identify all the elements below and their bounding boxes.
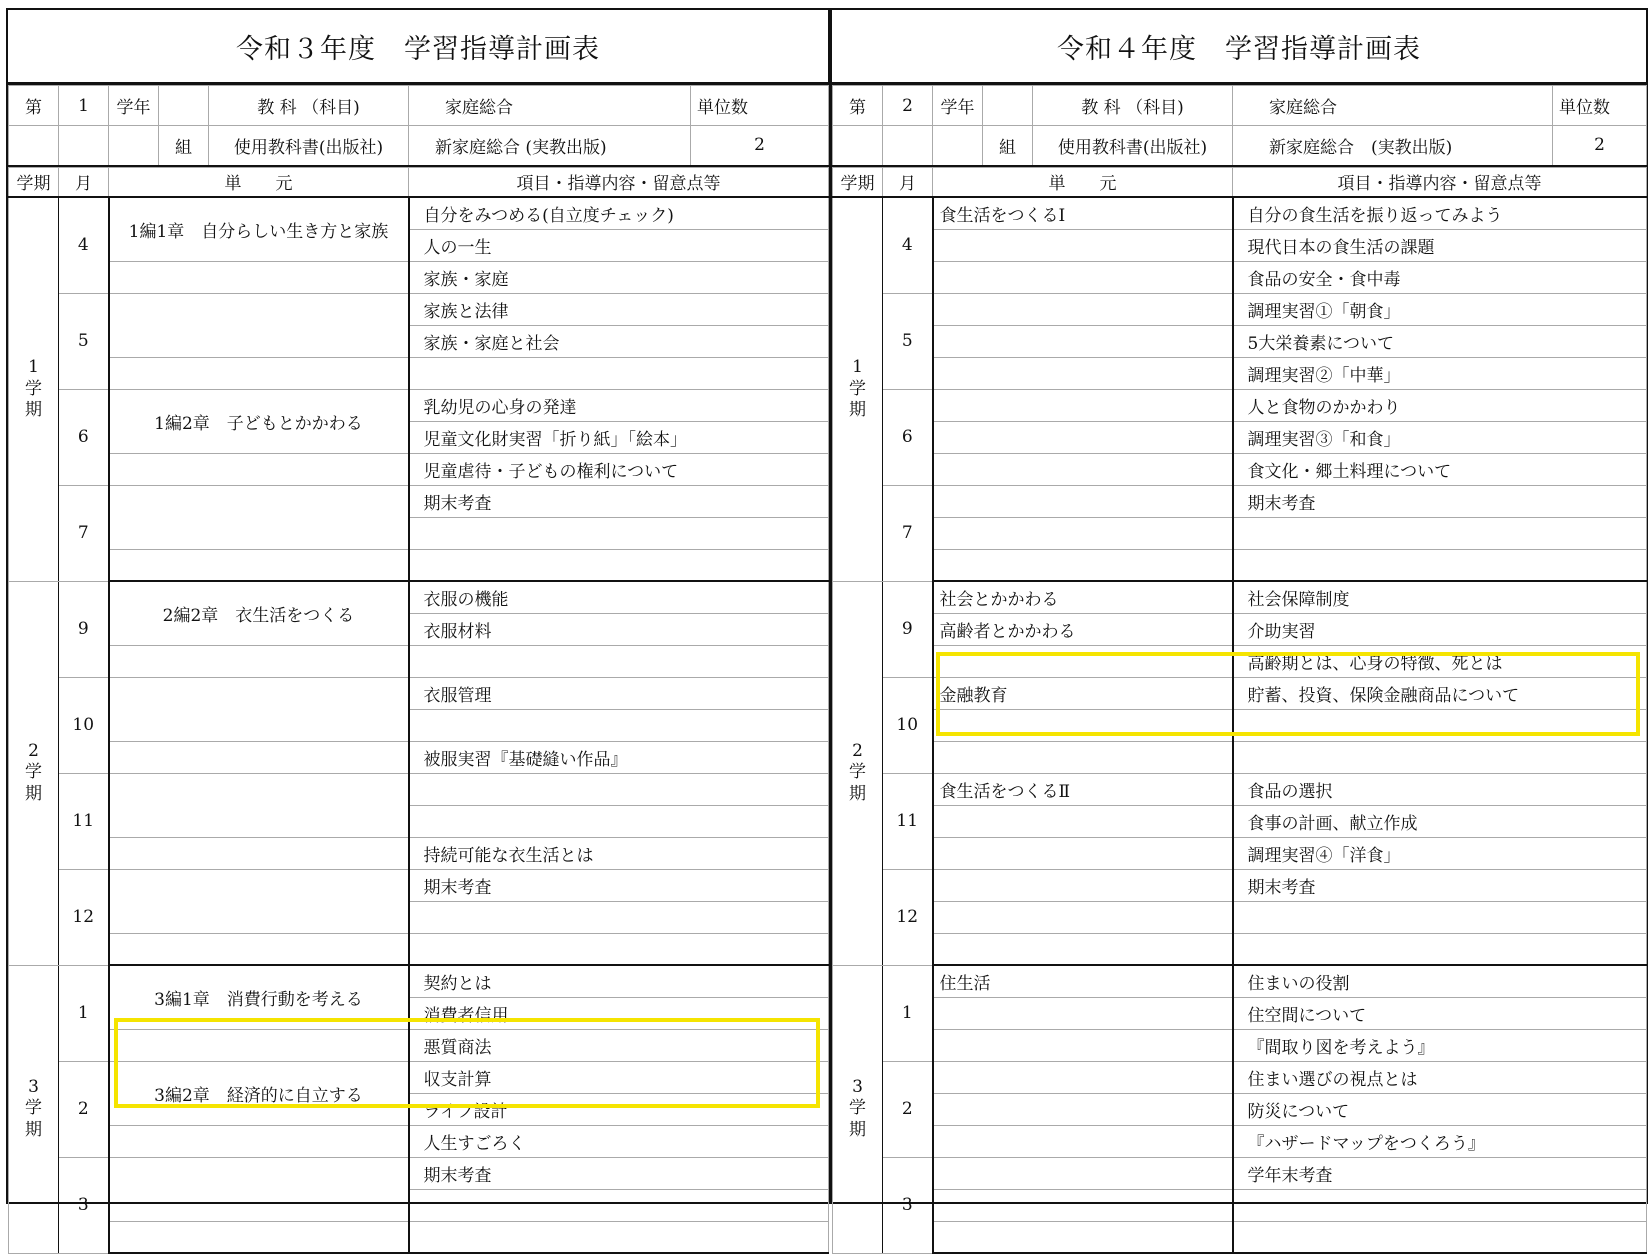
col-content: 項目・指導内容・留意点等: [1233, 167, 1647, 197]
subject-label: 教 科 （科目): [209, 86, 409, 126]
table-row: [833, 357, 1647, 389]
unit-cell: 金融教育: [933, 677, 1233, 709]
list-item: 契約とは: [409, 965, 829, 997]
table-row: [9, 1061, 829, 1093]
unit-cell: [933, 421, 1233, 453]
month-cell: 10: [883, 677, 933, 773]
month-cell: 11: [883, 773, 933, 869]
unit-cell: 3編2章 経済的に自立する: [109, 1061, 409, 1125]
list-item: 悪質商法: [409, 1029, 829, 1061]
list-item: 社会保障制度: [1233, 581, 1647, 613]
unit-cell: [109, 549, 409, 581]
unit-cell: [933, 933, 1233, 965]
month-cell: 2: [59, 1061, 109, 1157]
month-cell: 11: [59, 773, 109, 869]
dai-label: 第: [9, 86, 59, 126]
table-row: [833, 1061, 1647, 1093]
unit-cell: [933, 293, 1233, 325]
unit-cell: [109, 1125, 409, 1157]
list-item: [409, 709, 829, 741]
list-item: 現代日本の食生活の課題: [1233, 229, 1647, 261]
month-cell: 6: [59, 389, 109, 485]
unit-cell: 食生活をつくるⅡ: [933, 773, 1233, 805]
list-item: 介助実習: [1233, 613, 1647, 645]
list-item: 期末考査: [1233, 869, 1647, 901]
table-row: [833, 1093, 1647, 1125]
schedule-table: [832, 167, 1647, 1254]
grade-value: 1: [59, 86, 109, 126]
col-unit: 単 元: [933, 167, 1233, 197]
list-item: 持続可能な衣生活とは: [409, 837, 829, 869]
list-item: 児童文化財実習「折り紙」「絵本」: [409, 421, 829, 453]
subject-value: 家庭総合: [409, 86, 691, 126]
table-row: [9, 933, 829, 965]
table-row: [833, 485, 1647, 517]
month-cell: 5: [883, 293, 933, 389]
list-item: ライフ設計: [409, 1093, 829, 1125]
col-month: 月: [59, 167, 109, 197]
list-item: 家族・家庭: [409, 261, 829, 293]
col-unit: 単 元: [109, 167, 409, 197]
table-row: [9, 197, 829, 229]
table-row: [9, 357, 829, 389]
table-row: [9, 1029, 829, 1061]
kumi-label: 組: [159, 126, 209, 166]
subject-label: 教 科 （科目): [1033, 86, 1233, 126]
month-cell: 9: [883, 581, 933, 677]
table-row: [9, 581, 829, 613]
table-row: [9, 389, 829, 421]
list-item: 調理実習①「朝食」: [1233, 293, 1647, 325]
header-table: [832, 85, 1647, 167]
semester-label: 2 学 期: [833, 581, 883, 965]
list-item: [409, 549, 829, 581]
schedule-table: [8, 167, 829, 1254]
page-title: 令和４年度 学習指導計画表: [832, 10, 1646, 85]
list-item: 衣服の機能: [409, 581, 829, 613]
list-item: 期末考査: [409, 485, 829, 517]
unit-cell: [933, 837, 1233, 869]
month-cell: 12: [883, 869, 933, 965]
semester-label: 3 学 期: [833, 965, 883, 1253]
grade-value: 2: [883, 86, 933, 126]
table-row: [833, 517, 1647, 549]
list-item: 自分の食生活を振り返ってみよう: [1233, 197, 1647, 229]
textbook-label: 使用教科書(出版社): [1033, 126, 1233, 166]
list-item: 児童虐待・子どもの権利について: [409, 453, 829, 485]
table-row: [9, 293, 829, 325]
unit-cell: [933, 453, 1233, 485]
list-item: [409, 1221, 829, 1253]
table-row: [833, 837, 1647, 869]
table-row: [833, 709, 1647, 741]
list-item: 食文化・郷土料理について: [1233, 453, 1647, 485]
list-item: 調理実習②「中華」: [1233, 357, 1647, 389]
table-row: [833, 421, 1647, 453]
unit-cell: [933, 709, 1233, 741]
month-cell: 4: [59, 197, 109, 293]
table-row: [833, 901, 1647, 933]
list-item: 食品の安全・食中毒: [1233, 261, 1647, 293]
table-row: [833, 933, 1647, 965]
unit-cell: [109, 677, 409, 741]
unit-cell: [933, 357, 1233, 389]
table-row: [833, 869, 1647, 901]
table-row: [9, 1125, 829, 1157]
list-item: 食事の計画、献立作成: [1233, 805, 1647, 837]
textbook-label: 使用教科書(出版社): [209, 126, 409, 166]
unit-cell: [109, 1157, 409, 1221]
list-item: 5大栄養素について: [1233, 325, 1647, 357]
table-row: [833, 325, 1647, 357]
list-item: [1233, 709, 1647, 741]
list-item: 人の一生: [409, 229, 829, 261]
table-row: [833, 293, 1647, 325]
list-item: [1233, 1189, 1647, 1221]
unit-cell: 2編2章 衣生活をつくる: [109, 581, 409, 645]
dai-label: 第: [833, 86, 883, 126]
table-row: [833, 581, 1647, 613]
unit-cell: [109, 293, 409, 357]
unit-cell: [933, 1189, 1233, 1221]
unit-cell: [933, 997, 1233, 1029]
table-row: [833, 1157, 1647, 1189]
table-row: [833, 197, 1647, 229]
unit-cell: [109, 869, 409, 933]
list-item: 『間取り図を考えよう』: [1233, 1029, 1647, 1061]
table-row: [833, 261, 1647, 293]
month-cell: 2: [883, 1061, 933, 1157]
unit-cell: [933, 1125, 1233, 1157]
table-row: [833, 805, 1647, 837]
list-item: [409, 933, 829, 965]
list-item: 住まい選びの視点とは: [1233, 1061, 1647, 1093]
table-row: [833, 389, 1647, 421]
month-cell: 5: [59, 293, 109, 389]
table-row: [9, 261, 829, 293]
list-item: [409, 805, 829, 837]
col-content: 項目・指導内容・留意点等: [409, 167, 829, 197]
list-item: [409, 357, 829, 389]
units-value: 2: [691, 126, 829, 166]
table-row: [833, 229, 1647, 261]
list-item: [1233, 933, 1647, 965]
kumi-label: 組: [983, 126, 1033, 166]
month-cell: 1: [59, 965, 109, 1061]
textbook-value: 新家庭総合 (実教出版): [409, 126, 691, 166]
list-item: 収支計算: [409, 1061, 829, 1093]
unit-cell: 住生活: [933, 965, 1233, 997]
unit-cell: 高齢者とかかわる: [933, 613, 1233, 645]
table-row: [833, 997, 1647, 1029]
unit-cell: [933, 1061, 1233, 1093]
table-row: [9, 645, 829, 677]
list-item: 『ハザードマップをつくろう』: [1233, 1125, 1647, 1157]
table-row: [833, 613, 1647, 645]
table-row: [9, 965, 829, 997]
semester-label: 3 学 期: [9, 965, 59, 1253]
unit-cell: 食生活をつくるⅠ: [933, 197, 1233, 229]
list-item: 家族と法律: [409, 293, 829, 325]
table-row: [833, 965, 1647, 997]
table-row: [833, 645, 1647, 677]
list-item: 住空間について: [1233, 997, 1647, 1029]
unit-cell: [109, 741, 409, 773]
unit-cell: 社会とかかわる: [933, 581, 1233, 613]
unit-cell: [933, 869, 1233, 901]
list-item: 調理実習④「洋食」: [1233, 837, 1647, 869]
unit-cell: [933, 1029, 1233, 1061]
unit-cell: 1編2章 子どもとかかわる: [109, 389, 409, 453]
list-item: 被服実習『基礎縫い作品』: [409, 741, 829, 773]
month-cell: 6: [883, 389, 933, 485]
list-item: 食品の選択: [1233, 773, 1647, 805]
col-month: 月: [883, 167, 933, 197]
plan-reiwa3: [6, 8, 830, 1204]
list-item: 住まいの役割: [1233, 965, 1647, 997]
month-cell: 7: [59, 485, 109, 581]
unit-cell: [109, 933, 409, 965]
table-row: [833, 1189, 1647, 1221]
table-row: [833, 1221, 1647, 1253]
col-semester: 学期: [9, 167, 59, 197]
month-cell: 7: [883, 485, 933, 581]
list-item: 学年末考査: [1233, 1157, 1647, 1189]
list-item: 家族・家庭と社会: [409, 325, 829, 357]
list-item: 貯蓄、投資、保険金融商品について: [1233, 677, 1647, 709]
unit-cell: [109, 357, 409, 389]
month-cell: 3: [883, 1157, 933, 1253]
list-item: 消費者信用: [409, 997, 829, 1029]
table-row: [9, 869, 829, 901]
month-cell: 4: [883, 197, 933, 293]
unit-cell: [109, 261, 409, 293]
list-item: 自分をみつめる(自立度チェック): [409, 197, 829, 229]
semester-label: 1 学 期: [9, 197, 59, 581]
subject-value: 家庭総合: [1233, 86, 1553, 126]
list-item: 防災について: [1233, 1093, 1647, 1125]
table-row: [833, 1029, 1647, 1061]
unit-cell: [933, 549, 1233, 581]
month-cell: 10: [59, 677, 109, 773]
list-item: [409, 645, 829, 677]
list-item: 期末考査: [409, 869, 829, 901]
col-semester: 学期: [833, 167, 883, 197]
table-row: [9, 1221, 829, 1253]
table-row: [9, 837, 829, 869]
table-row: [833, 453, 1647, 485]
table-row: [9, 1157, 829, 1189]
table-row: [9, 549, 829, 581]
table-row: [9, 453, 829, 485]
unit-cell: [109, 1029, 409, 1061]
units-label: 単位数: [691, 86, 829, 126]
list-item: 衣服材料: [409, 613, 829, 645]
table-row: [9, 677, 829, 709]
month-cell: 9: [59, 581, 109, 677]
list-item: [409, 901, 829, 933]
unit-cell: [933, 741, 1233, 773]
month-cell: 12: [59, 869, 109, 965]
table-row: [833, 549, 1647, 581]
list-item: [1233, 517, 1647, 549]
unit-cell: 3編1章 消費行動を考える: [109, 965, 409, 1029]
unit-cell: [933, 1221, 1233, 1253]
unit-cell: [933, 389, 1233, 421]
textbook-value: 新家庭総合 (実教出版): [1233, 126, 1553, 166]
table-row: [833, 677, 1647, 709]
table-row: [9, 741, 829, 773]
unit-cell: 1編1章 自分らしい生き方と家族: [109, 197, 409, 261]
unit-cell: [933, 645, 1233, 677]
unit-cell: [933, 485, 1233, 517]
unit-cell: [933, 325, 1233, 357]
list-item: 衣服管理: [409, 677, 829, 709]
month-cell: 1: [883, 965, 933, 1061]
header-table: [8, 85, 829, 167]
list-item: 期末考査: [409, 1157, 829, 1189]
page-title: 令和３年度 学習指導計画表: [8, 10, 828, 85]
unit-cell: [109, 645, 409, 677]
unit-cell: [933, 1093, 1233, 1125]
list-item: 高齢期とは、心身の特徴、死とは: [1233, 645, 1647, 677]
unit-cell: [109, 773, 409, 837]
table-row: [9, 485, 829, 517]
list-item: [1233, 549, 1647, 581]
list-item: [409, 773, 829, 805]
list-item: [1233, 901, 1647, 933]
list-item: [409, 1189, 829, 1221]
list-item: 人と食物のかかわり: [1233, 389, 1647, 421]
unit-cell: [109, 485, 409, 549]
semester-label: 1 学 期: [833, 197, 883, 581]
list-item: 乳幼児の心身の発達: [409, 389, 829, 421]
list-item: 期末考査: [1233, 485, 1647, 517]
unit-cell: [933, 261, 1233, 293]
unit-cell: [109, 837, 409, 869]
list-item: [1233, 741, 1647, 773]
table-row: [833, 1125, 1647, 1157]
plan-reiwa4: [830, 8, 1648, 1204]
unit-cell: [109, 453, 409, 485]
unit-cell: [933, 805, 1233, 837]
units-value: 2: [1553, 126, 1647, 166]
units-label: 単位数: [1553, 86, 1647, 126]
unit-cell: [933, 517, 1233, 549]
gakunen-label: 学年: [933, 86, 983, 126]
unit-cell: [109, 1221, 409, 1253]
semester-label: 2 学 期: [9, 581, 59, 965]
unit-cell: [933, 901, 1233, 933]
unit-cell: [933, 1157, 1233, 1189]
list-item: 調理実習③「和食」: [1233, 421, 1647, 453]
month-cell: 3: [59, 1157, 109, 1253]
table-row: [833, 773, 1647, 805]
table-row: [9, 773, 829, 805]
list-item: 人生すごろく: [409, 1125, 829, 1157]
table-row: [833, 741, 1647, 773]
list-item: [409, 517, 829, 549]
unit-cell: [933, 229, 1233, 261]
gakunen-label: 学年: [109, 86, 159, 126]
list-item: [1233, 1221, 1647, 1253]
